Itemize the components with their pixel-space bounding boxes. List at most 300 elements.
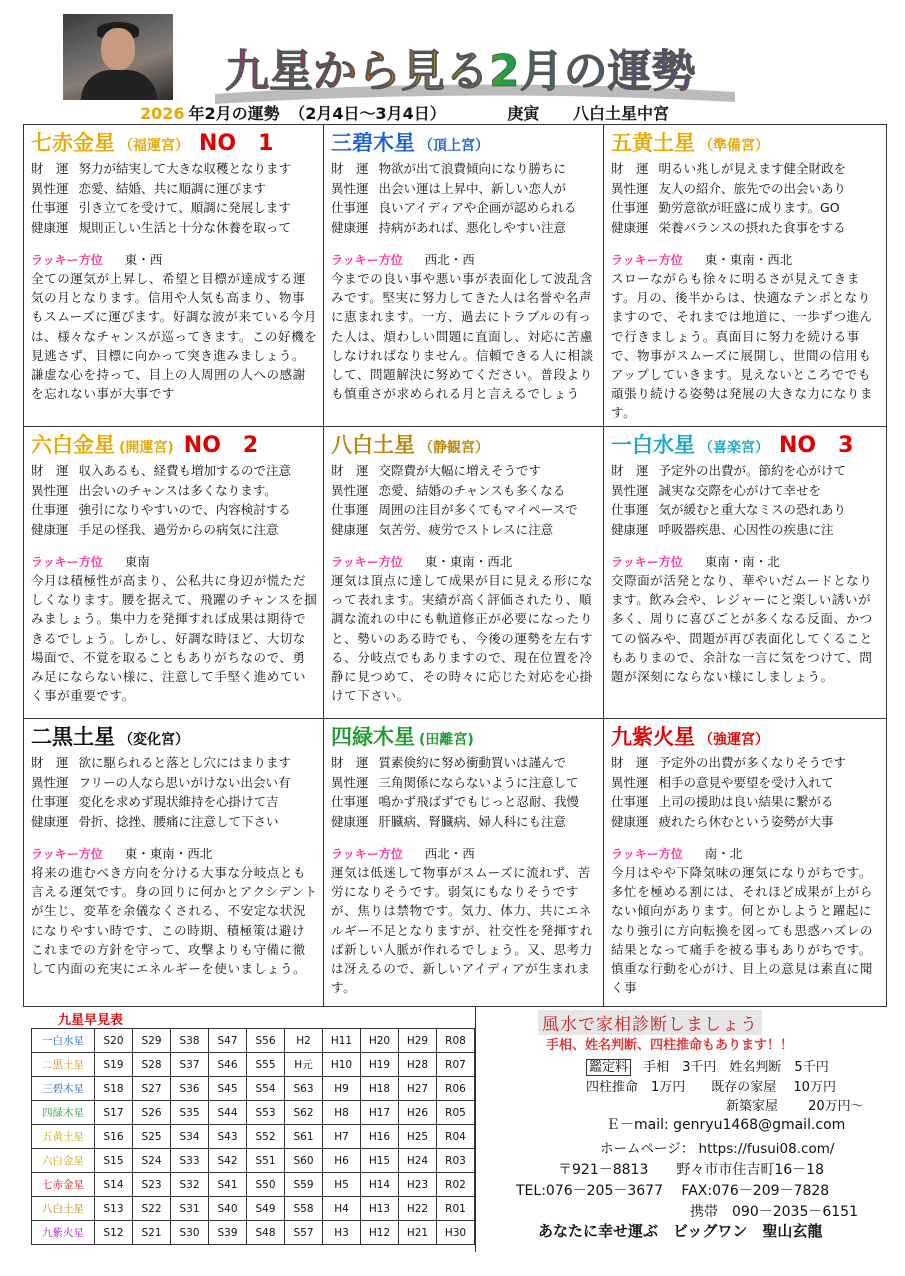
star-cell (604, 719, 886, 1006)
table-title: 九星早見表 (58, 1013, 124, 1028)
fortune-list (611, 461, 881, 539)
star-name: 六白金星 (31, 433, 115, 457)
fortune-key: 異性運 (611, 180, 649, 196)
table-row (32, 1101, 475, 1125)
year-cell: S18 (95, 1077, 133, 1101)
year-cell: S42 (209, 1149, 247, 1173)
fortune-key: 健康運 (611, 813, 649, 829)
kyusei-table (31, 1028, 475, 1245)
fortune-value: 引き立てを受けて、順調に発展します (78, 200, 291, 215)
fortune-row (31, 218, 318, 238)
star-description: 将来の進むべき方向を分ける大事な分岐点とも言える運気です。身の回りに何かとアクシデントが生じ、変革を余儀なくされる、不安定な状況になりやすい時です、この時期、積極策は避けこれまでの方針を守って、攻撃よりも守備に徹して内面の充実にエネルギーを使いましょう。 (31, 865, 318, 977)
fortune-key: 財 運 (611, 755, 649, 770)
lucky-label: ラッキー方位 (611, 847, 683, 861)
year-cell: S43 (209, 1125, 247, 1149)
year-cell: H19 (361, 1053, 399, 1077)
star-name-cell: 五黄土星 (32, 1125, 95, 1149)
fortune-row (611, 159, 881, 179)
year-cell: H22 (399, 1197, 437, 1221)
fortune-value: 努力が結実して大きな収穫となります (78, 161, 292, 176)
year-cell: S51 (247, 1149, 285, 1173)
fortune-list (31, 159, 318, 237)
fengshui-heading: 風水で家相診断しましょう (538, 1010, 762, 1035)
lucky-label: ラッキー方位 (331, 555, 403, 569)
fortune-row (331, 792, 598, 812)
table-row (32, 1053, 475, 1077)
year-cell: H16 (361, 1125, 399, 1149)
star-heading (331, 723, 598, 751)
star-cell (324, 719, 604, 1006)
fortune-row (611, 461, 881, 481)
year-cell: S47 (209, 1029, 247, 1053)
year-cell: S60 (285, 1149, 323, 1173)
fortune-row (31, 461, 318, 481)
year-cell: S34 (171, 1125, 209, 1149)
year-cell: S63 (285, 1077, 323, 1101)
star-heading (331, 129, 598, 157)
header-subtitle: 年2月の運勢 (188, 104, 280, 123)
fortune-row (331, 773, 598, 793)
fortune-value: 明るい兆しが見えます健全財政を (658, 161, 847, 176)
lucky-label: ラッキー方位 (31, 555, 103, 569)
fortune-value: 気が緩むと重大なミスの恐れあり (658, 502, 847, 517)
fortune-key: 財 運 (31, 161, 69, 176)
fortune-row (31, 159, 318, 179)
fortune-value: 質素倹約に努め衝動買いは謹んで (378, 755, 567, 770)
fortune-key: 財 運 (611, 161, 649, 176)
fortune-value: 収入あるも、経費も増加するので注意 (78, 463, 292, 478)
fortune-value: 交際費が大幅に増えそうです (378, 463, 542, 478)
fortune-list (331, 461, 598, 539)
fortune-key: 健康運 (31, 521, 69, 537)
star-palace: （喜楽宮） (699, 440, 769, 456)
year-cell: H9 (323, 1077, 361, 1101)
year-cell: S61 (285, 1125, 323, 1149)
year-cell: R05 (437, 1101, 475, 1125)
year-cell: S16 (95, 1125, 133, 1149)
fortune-row (611, 792, 881, 812)
homepage: ホームページ： https://fusui08.com/ (600, 1141, 835, 1157)
fortune-row (331, 159, 598, 179)
table-row (32, 1029, 475, 1053)
year-cell: H25 (399, 1125, 437, 1149)
period-header (140, 101, 673, 124)
star-cell (324, 125, 604, 427)
fortune-row (331, 481, 598, 501)
fortune-value: フリーの人なら思いがけない出会い有 (78, 774, 291, 790)
lucky-label: ラッキー方位 (331, 253, 403, 267)
fortune-row (331, 520, 598, 540)
fortune-key: 仕事運 (611, 200, 649, 215)
year-cell: S37 (171, 1053, 209, 1077)
lucky-label: ラッキー方位 (31, 847, 103, 861)
fortune-value: 変化を求めず現状維持を心掛けて吉 (78, 794, 279, 809)
fortune-value: 三角関係にならないように注意して (378, 774, 579, 790)
lucky-value: 東南 (124, 554, 150, 569)
year-cell: S32 (171, 1173, 209, 1197)
email: Ｅ－mail: genryu1468@gmail.com (606, 1117, 846, 1133)
star-name-cell: 三碧木星 (32, 1077, 95, 1101)
fortune-key: 健康運 (31, 813, 69, 829)
lucky-direction (31, 845, 318, 863)
year-cell: H24 (399, 1149, 437, 1173)
year-cell: H13 (361, 1197, 399, 1221)
year-cell: H30 (437, 1221, 475, 1245)
fortune-key: 仕事運 (31, 794, 69, 809)
fortune-value: 友人の紹介、旅先での出会いあり (658, 180, 847, 196)
fortune-row (611, 198, 881, 218)
star-description: 今月は積極性が高まり、公私共に身辺が慌ただしくなります。腰を据えて、飛躍のチャンスを掴みましょう。集中力を発揮すれば成果は期待できるでしょう。しかし、好調な時ほど、大切な場面で、不覚を取ることもありがちなので、勇み足にならない様に、注意して手堅く進めていく事が重要です。 (31, 573, 318, 704)
year-cell: R02 (437, 1173, 475, 1197)
year-cell: S46 (209, 1053, 247, 1077)
star-heading (611, 723, 881, 751)
star-description: 運気は低迷して物事がスムーズに流れず、苦労になりそうです。弱気にもなりそうですが、焦りは禁物です。気力、体力、共にエネルギー不足となりますが、社交性を発揮すれば新しい人脈が作れるでしょう。又、思考力は冴えるので、新しいアイディアが生まれます。 (331, 865, 594, 996)
fortune-list (611, 753, 881, 831)
year-cell: H4 (323, 1197, 361, 1221)
year-cell: S62 (285, 1101, 323, 1125)
fortune-value: 持病があれば、悪化しやすい注意 (378, 219, 567, 235)
year-cell: H3 (323, 1221, 361, 1245)
star-palace: (開運宮) (119, 440, 174, 456)
tel-fax: TEL:076－205－3677 FAX:076－209－7828 (516, 1183, 830, 1199)
star-rank: NO 2 (183, 433, 259, 458)
fortune-key: 仕事運 (31, 200, 69, 215)
fortune-value: 相手の意見や要望を受け入れて (658, 774, 834, 790)
fortune-key: 財 運 (31, 463, 69, 478)
star-cell (324, 427, 604, 719)
year-cell: S27 (133, 1077, 171, 1101)
lucky-value: 東・東南・西北 (124, 846, 213, 861)
fortune-value: 出会いのチャンスは多くなります。 (78, 482, 277, 498)
lucky-direction (31, 251, 318, 269)
year-cell: H6 (323, 1149, 361, 1173)
year-cell: S19 (95, 1053, 133, 1077)
year-cell: H27 (399, 1077, 437, 1101)
lucky-label: ラッキー方位 (611, 253, 683, 267)
fortune-row (31, 520, 318, 540)
fortune-row (611, 218, 881, 238)
fortune-key: 異性運 (31, 482, 69, 498)
year-cell: S41 (209, 1173, 247, 1197)
fortune-key: 健康運 (31, 219, 69, 235)
year-cell: S31 (171, 1197, 209, 1221)
fortune-row (331, 500, 598, 520)
year-cell: S24 (133, 1149, 171, 1173)
year-cell: R04 (437, 1125, 475, 1149)
fortune-value: 疲れたら休むという姿勢が大事 (658, 813, 834, 829)
year-cell: H20 (361, 1029, 399, 1053)
fortune-value: 予定外の出費が。節約を心がけて (658, 463, 847, 478)
fortune-value: 骨折、捻挫、腰痛に注意して下さい (78, 813, 279, 829)
address: 〒921－8813 野々市市住吉町16－18 (558, 1162, 824, 1178)
star-name: 四緑木星 (331, 725, 415, 749)
fortune-value: 周囲の注目が多くてもマイペースで (378, 502, 578, 517)
fortune-key: 財 運 (331, 463, 369, 478)
fortune-value: 鳴かず飛ばずでもじっと忍耐、我慢 (378, 794, 579, 809)
star-cell (604, 427, 886, 719)
year-cell: S12 (95, 1221, 133, 1245)
fortune-row (611, 812, 881, 832)
star-heading (611, 431, 881, 459)
fortune-value: 上司の援助は良い結果に繋がる (658, 794, 834, 809)
fortune-value: 栄養バランスの摂れた食事をする (658, 219, 846, 235)
year-cell: H11 (323, 1029, 361, 1053)
svg-text:九星から見る2月の運勢: 九星から見る2月の運勢 (225, 46, 696, 97)
year-cell: H10 (323, 1053, 361, 1077)
fortune-key: 仕事運 (611, 502, 649, 517)
fortune-row (31, 198, 318, 218)
fortune-value: 恋愛、結婚、共に順調に運びます (78, 180, 267, 196)
fortune-key: 健康運 (331, 813, 369, 829)
star-name-cell: 八白土星 (32, 1197, 95, 1221)
year-cell: S25 (133, 1125, 171, 1149)
lucky-label: ラッキー方位 (611, 555, 683, 569)
star-description: スローながらも徐々に明るさが見えてきます。月の、後半からは、快適なテンポとなりますので、それまでは地道に、一歩ずつ進んで行きましょう。真面目に努力を続ける事で、物事がスムーズに展開し、世間の信用もアップしていきます。見えないところででも頑張り続ける姿勢は発展の大きな力になります。 (611, 271, 874, 421)
fortune-list (31, 753, 318, 831)
year-cell: S57 (285, 1221, 323, 1245)
fortune-value: 呼吸器疾患、心因性の疾患に注 (658, 521, 834, 537)
star-name: 二黒土星 (31, 725, 115, 749)
fortune-value: 肝臓病、腎臓病、婦人科にも注意 (378, 813, 567, 829)
lucky-direction (611, 845, 881, 863)
year-cell: R07 (437, 1053, 475, 1077)
year-cell: S49 (247, 1197, 285, 1221)
year-cell: R06 (437, 1077, 475, 1101)
fortune-key: 財 運 (331, 161, 369, 176)
fortune-list (31, 461, 318, 539)
fortune-key: 異性運 (31, 180, 69, 196)
lucky-direction (611, 251, 881, 269)
fee-line-2: 四柱推命 1万円 既存の家屋 10万円 (586, 1080, 836, 1095)
year-cell: H29 (399, 1029, 437, 1053)
year-cell: S14 (95, 1173, 133, 1197)
fortune-list (611, 159, 881, 237)
fortune-key: 健康運 (611, 521, 649, 537)
year-cell: S15 (95, 1149, 133, 1173)
year-cell: S33 (171, 1149, 209, 1173)
year-cell: H元 (285, 1053, 323, 1077)
fortune-key: 健康運 (331, 219, 369, 235)
fortune-key: 健康運 (611, 219, 649, 235)
table-row (32, 1221, 475, 1245)
year-cell: S17 (95, 1101, 133, 1125)
fortune-key: 仕事運 (331, 200, 369, 215)
year-cell: S21 (133, 1221, 171, 1245)
star-palace: （福運宮） (119, 138, 189, 154)
fortune-value: 物欲が出て浪費傾向になり勝ちに (378, 161, 567, 176)
fortune-key: 財 運 (611, 463, 649, 478)
year-cell: S22 (133, 1197, 171, 1221)
fortune-row (611, 500, 881, 520)
fortune-value: 出会い運は上昇中、新しい恋人が (378, 180, 567, 196)
star-name: 三碧木星 (331, 131, 415, 155)
star-name: 五黄土星 (611, 131, 695, 155)
fee-line-3: 新築家屋 20万円～ (726, 1099, 864, 1114)
star-name-cell: 二黒土星 (32, 1053, 95, 1077)
lucky-label: ラッキー方位 (331, 847, 403, 861)
fortune-row (31, 792, 318, 812)
fortune-list (331, 753, 598, 831)
fee-line-1 (586, 1056, 829, 1075)
fortune-value: 勤労意欲が旺盛に成ります。GO (658, 200, 840, 215)
fortune-row (611, 179, 881, 199)
lucky-direction (331, 553, 598, 571)
star-rank: NO 3 (779, 433, 854, 458)
contact-panel (475, 1007, 888, 1252)
year-cell: S28 (133, 1053, 171, 1077)
year-cell: H2 (285, 1029, 323, 1053)
star-description: 全ての運気が上昇し、希望と目標が達成する運気の月となります。信用や人気も高まり、物事もスムーズに運びます。好調な波が来ている今月は、様々なチャンスが巡ってきます。この好機を見逃さず、目標に向かって突き進みましょう。謙虚な心を持って、目上の人周囲の人への感謝を忘れない事が大事です (31, 271, 318, 402)
year-cell: S39 (209, 1221, 247, 1245)
lucky-value: 南・北 (704, 846, 743, 861)
fortune-row (331, 198, 598, 218)
year-cell: S55 (247, 1053, 285, 1077)
star-cell (24, 427, 324, 719)
year-cell: S35 (171, 1101, 209, 1125)
year-cell: S53 (247, 1101, 285, 1125)
year-cell: H15 (361, 1149, 399, 1173)
lucky-value: 東・西 (124, 252, 163, 267)
year-cell: S44 (209, 1101, 247, 1125)
star-rank: NO 1 (199, 131, 274, 156)
star-heading (31, 129, 318, 157)
star-palace: （強運宮） (699, 732, 769, 748)
star-heading (31, 431, 318, 459)
fortune-row (331, 218, 598, 238)
fortune-row (31, 773, 318, 793)
lucky-direction (611, 553, 881, 571)
star-name-cell: 七赤金星 (32, 1173, 95, 1197)
fortune-value: 強引になりやすいので、内容検討する (78, 502, 291, 517)
author-photo (63, 14, 173, 100)
star-cell (24, 125, 324, 427)
fee-1: 手相 3千円 姓名判断 5千円 (643, 1060, 829, 1075)
table-row (32, 1077, 475, 1101)
year-cell: S38 (171, 1029, 209, 1053)
fortune-list (331, 159, 598, 237)
year-cell: H18 (361, 1077, 399, 1101)
fortune-grid (23, 124, 887, 1007)
fortune-key: 異性運 (331, 482, 369, 498)
fortune-key: 健康運 (331, 521, 369, 537)
fortune-row (31, 812, 318, 832)
star-palace: （変化宮） (119, 732, 189, 748)
fortune-value: 恋愛、結婚のチャンスも多くなる (378, 482, 566, 498)
year-cell: S30 (171, 1221, 209, 1245)
lucky-direction (31, 553, 318, 571)
fortune-value: 予定外の出費が多くなりそうです (658, 755, 847, 770)
fortune-row (331, 753, 598, 773)
year-cell: S50 (247, 1173, 285, 1197)
year-cell: H12 (361, 1221, 399, 1245)
star-name-cell: 六白金星 (32, 1149, 95, 1173)
star-cell (24, 719, 324, 1006)
fortune-key: 仕事運 (331, 502, 369, 517)
year-cell: S56 (247, 1029, 285, 1053)
fortune-value: 気苦労、疲労でストレスに注意 (378, 521, 554, 537)
fortune-row (331, 812, 598, 832)
star-name: 一白水星 (611, 433, 695, 457)
fortune-key: 仕事運 (31, 502, 69, 517)
lucky-value: 西北・西 (424, 846, 475, 861)
year-cell: S59 (285, 1173, 323, 1197)
year-cell: S26 (133, 1101, 171, 1125)
year-cell: S13 (95, 1197, 133, 1221)
fortune-value: 誠実な交際を心がけて幸せを (658, 482, 822, 498)
star-description: 交際面が活発となり、華やいだムードとなります。飲み会や、レジャーにと楽しい誘いが多く、周りに喜びごとが多くなる反面、かつての悩みや、問題が再び表面化してくることもありまので、余計な一言に気をつけて、問題が深刻にならない様にしましょう。 (611, 573, 873, 685)
year-cell: S45 (209, 1077, 247, 1101)
lucky-value: 西北・西 (424, 252, 475, 267)
fortune-row (611, 753, 881, 773)
year-cell: S48 (247, 1221, 285, 1245)
table-row (32, 1173, 475, 1197)
star-description: 運気は頂点に達して成果が目に見える形になって表れます。実績が高く評価されたり、順調な流れの中にも軌道修正が必要になったりと、勢いのある時でも、今後の運勢を左右する、分岐点でもありますので、現在位置を冷静に見つめて、その時々に応じた対応を心掛けて下さい。 (331, 573, 594, 704)
lucky-value: 東・東南・西北 (704, 252, 793, 267)
year-cell: S36 (171, 1077, 209, 1101)
lucky-direction (331, 845, 598, 863)
mobile: 携帯 090－2035－6151 (690, 1204, 858, 1220)
fortune-row (31, 753, 318, 773)
fee-label: 鑑定料 (586, 1059, 631, 1076)
year-cell: S29 (133, 1029, 171, 1053)
fortune-key: 異性運 (611, 482, 649, 498)
slogan: あなたに幸せ運ぶ ビッグワン 聖山玄龍 (538, 1222, 823, 1240)
fortune-key: 仕事運 (331, 794, 369, 809)
fortune-key: 異性運 (331, 180, 369, 196)
star-heading (331, 431, 598, 459)
fortune-value: 欲に駆られると落とし穴にはまります (78, 755, 292, 770)
lucky-value: 東南・南・北 (704, 554, 780, 569)
lucky-value: 東・東南・西北 (424, 554, 513, 569)
header-kanshi: 庚寅 (507, 104, 540, 123)
star-name-cell: 一白水星 (32, 1029, 95, 1053)
year-cell: S52 (247, 1125, 285, 1149)
year-cell: H7 (323, 1125, 361, 1149)
kyusei-table-panel (23, 1007, 475, 1252)
header-period: （2月4日～3月4日） (289, 104, 446, 123)
star-heading (31, 723, 318, 751)
year-cell: S23 (133, 1173, 171, 1197)
header-year: 2026 (140, 104, 185, 123)
star-description: 今月はやや下降気味の運気になりがちです。多忙を極める割には、それほど成果が上がらない傾向があります。何とかしようと躍起になり強引に方向転換を図っても思惑ハズレの結果となって痛手を被る事もありがちです。慎重な行動を心がけ、目上の意見は素直に聞く事 (611, 865, 874, 996)
year-cell: H8 (323, 1101, 361, 1125)
fortune-key: 仕事運 (611, 794, 649, 809)
year-cell: S58 (285, 1197, 323, 1221)
year-cell: H26 (399, 1101, 437, 1125)
fortune-row (331, 179, 598, 199)
fortune-key: 財 運 (331, 755, 369, 770)
star-cell (604, 125, 886, 427)
year-cell: R08 (437, 1029, 475, 1053)
year-cell: H21 (399, 1221, 437, 1245)
fortune-value: 規則正しい生活と十分な休養を取って (78, 219, 292, 235)
year-cell: H14 (361, 1173, 399, 1197)
star-palace: (田離宮) (419, 732, 474, 748)
year-cell: S20 (95, 1029, 133, 1053)
fortune-value: 良いアイディアや企画が認められる (378, 200, 577, 215)
fortune-row (611, 481, 881, 501)
year-cell: H28 (399, 1053, 437, 1077)
lucky-label: ラッキー方位 (31, 253, 103, 267)
services-text: 手相、姓名判断、四柱推命もあります！！ (546, 1038, 794, 1053)
fortune-row (611, 773, 881, 793)
year-cell: S54 (247, 1077, 285, 1101)
star-name-cell: 四緑木星 (32, 1101, 95, 1125)
main-title (215, 36, 735, 106)
star-name: 七赤金星 (31, 131, 115, 155)
star-name-cell: 九紫火星 (32, 1221, 95, 1245)
fortune-row (31, 500, 318, 520)
